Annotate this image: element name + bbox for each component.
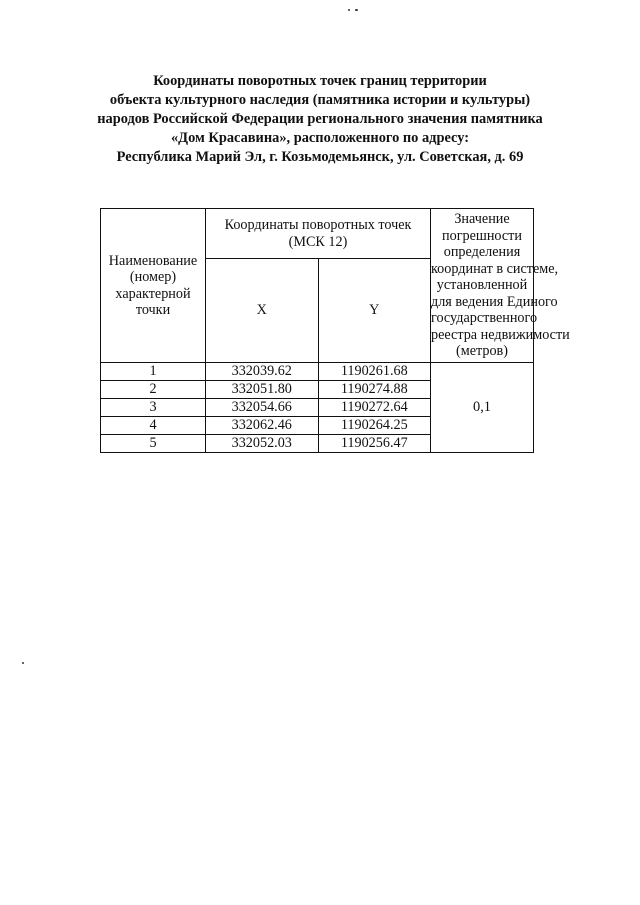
table-row xyxy=(101,363,534,381)
x-cell: 332054.66 xyxy=(206,399,319,417)
point-name-header xyxy=(101,209,206,363)
title-line: объекта культурного наследия (памятника истории и культуры) xyxy=(109,92,531,108)
header-line: установленной xyxy=(436,277,528,294)
header-line: Координаты поворотных точек xyxy=(224,217,412,233)
header-line: характерной xyxy=(115,285,191,302)
document-title xyxy=(60,72,580,167)
x-cell: 332039.62 xyxy=(206,363,319,381)
title-line: «Дом Красавина», расположенного по адресу: xyxy=(170,130,470,146)
x-cell: 332052.03 xyxy=(206,435,319,453)
header-line: Наименование xyxy=(108,252,198,269)
point-number-cell: 5 xyxy=(101,435,206,453)
title-line: народов Российской Федерации регионального значения памятника xyxy=(97,111,543,127)
header-line: (МСК 12) xyxy=(288,233,348,250)
x-cell: 332062.46 xyxy=(206,417,319,435)
header-line: государственного xyxy=(431,310,538,327)
point-number-cell: 3 xyxy=(101,399,206,417)
coordinates-table xyxy=(100,208,570,453)
x-cell: 332051.80 xyxy=(206,381,319,399)
point-number-cell: 4 xyxy=(101,417,206,435)
scan-speck xyxy=(355,9,358,11)
point-number-cell: 2 xyxy=(101,381,206,399)
y-cell: 1190274.88 xyxy=(318,381,431,399)
error-header xyxy=(431,209,570,363)
scan-speck xyxy=(348,9,350,11)
header-line: Значение xyxy=(454,211,510,228)
header-line: погрешности xyxy=(442,227,522,244)
header-line: точки xyxy=(135,302,171,318)
error-value-cell: 0,1 xyxy=(431,363,534,453)
y-cell: 1190264.25 xyxy=(318,417,431,435)
header-line: определения xyxy=(443,244,521,261)
header-line: (номер) xyxy=(129,269,177,285)
header-line: реестра недвижимости xyxy=(431,326,570,343)
coordinates-header xyxy=(206,209,431,259)
y-cell: 1190272.64 xyxy=(318,399,431,417)
point-number-cell: 1 xyxy=(101,363,206,381)
header-line: координат в системе, xyxy=(431,260,559,277)
y-cell: 1190256.47 xyxy=(318,435,431,453)
y-header: Y xyxy=(318,259,431,363)
x-header: X xyxy=(206,259,319,363)
scan-speck xyxy=(22,662,24,664)
y-cell: 1190261.68 xyxy=(318,363,431,381)
header-line: для ведения Единого xyxy=(431,293,558,310)
title-line: Республика Марий Эл, г. Козьмодемьянск, ул. Советская, д. 69 xyxy=(116,149,524,165)
title-line: Координаты поворотных точек границ территории xyxy=(153,73,487,89)
header-line: (метров) xyxy=(456,343,508,360)
